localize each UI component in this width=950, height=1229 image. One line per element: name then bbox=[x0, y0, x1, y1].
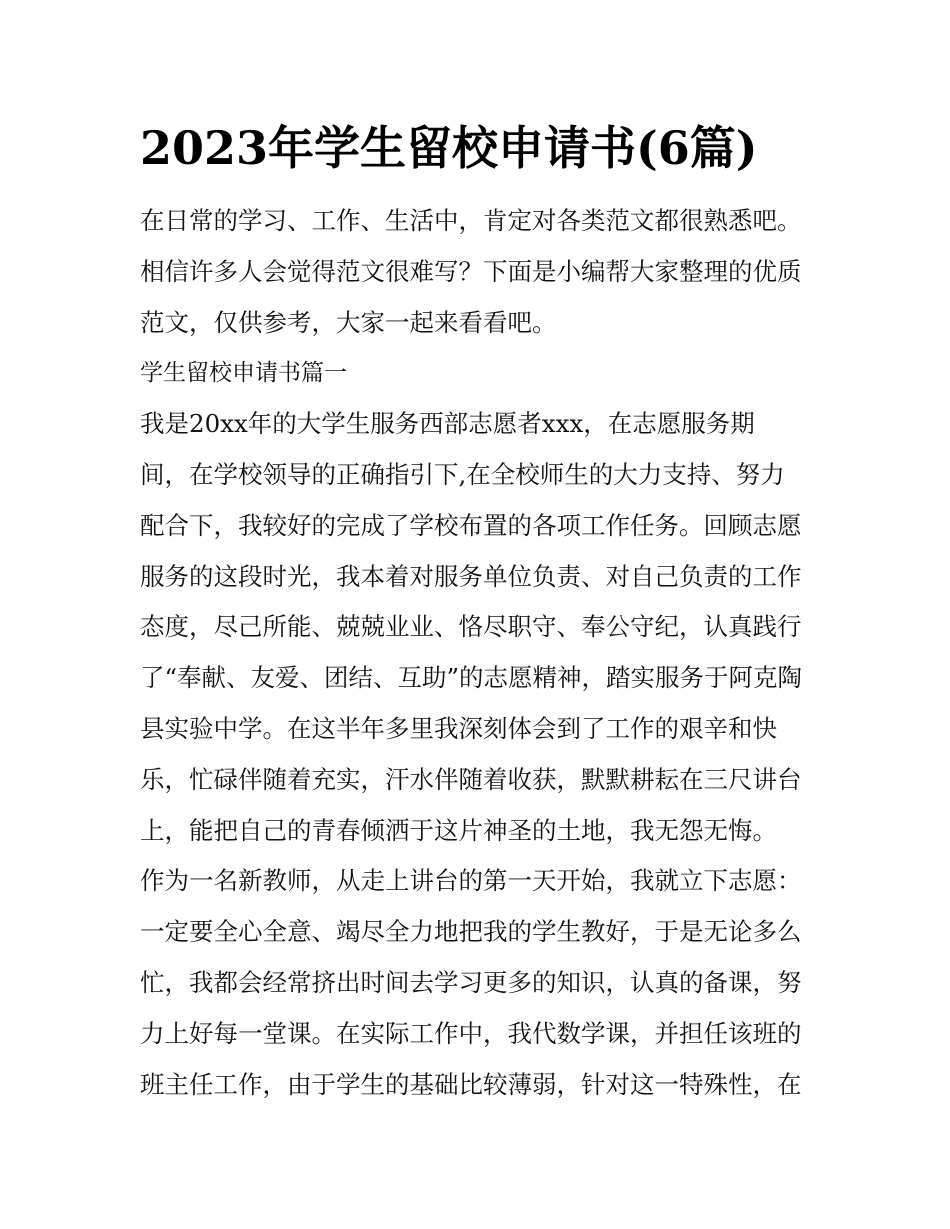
paragraph-line: 一定要全心全意、竭尽全力地把我的学生教好，于是无论多么 bbox=[140, 917, 802, 947]
paragraph-line: 力上好每一堂课。在实际工作中，我代数学课，并担任该班的 bbox=[140, 1018, 802, 1048]
document-body bbox=[140, 196, 820, 1110]
paragraph-line: 在日常的学习、工作、生活中，肯定对各类范文都很熟悉吧。 bbox=[140, 206, 802, 235]
section-heading: 学生留校申请书篇一 bbox=[140, 360, 347, 387]
paragraph-line: 态度，尽己所能、兢兢业业、恪尽职守、奉公守纪，认真践行 bbox=[140, 612, 802, 642]
paragraph-line: 相信许多人会觉得范文很难写？下面是小编帮大家整理的优质 bbox=[140, 256, 802, 286]
paragraph-line: 间，在学校领导的正确指引下,在全校师生的大力支持、努力 bbox=[140, 459, 785, 489]
paragraph-line: 服务的这段时光，我本着对服务单位负责、对自己负责的工作 bbox=[140, 561, 802, 591]
paragraph-line: 我是20xx年的大学生服务西部志愿者xxx，在志愿服务期 bbox=[140, 409, 755, 439]
paragraph-line: 忙，我都会经常挤出时间去学习更多的知识，认真的备课，努 bbox=[140, 967, 802, 997]
document-title: 2023年学生留校申请书(6篇) bbox=[140, 121, 758, 175]
paragraph-line: 作为一名新教师，从走上讲台的第一天开始，我就立下志愿： bbox=[140, 866, 802, 896]
paragraph-line: 配合下，我较好的完成了学校布置的各项工作任务。回顾志愿 bbox=[140, 510, 802, 540]
paragraph-line: 了“奉献、友爱、团结、互助”的志愿精神，踏实服务于阿克陶 bbox=[140, 663, 803, 693]
paragraph-line: 县实验中学。在这半年多里我深刻体会到了工作的艰辛和快 bbox=[140, 713, 777, 743]
paragraph-line: 范文，仅供参考，大家一起来看看吧。 bbox=[140, 307, 557, 337]
paragraph-line: 上，能把自己的青春倾洒于这片神圣的土地，我无怨无悔。 bbox=[140, 815, 777, 845]
paragraph-line: 班主任工作，由于学生的基础比较薄弱，针对这一特殊性，在 bbox=[140, 1069, 802, 1099]
paragraph-line: 乐，忙碌伴随着充实，汗水伴随着收获，默默耕耘在三尺讲台 bbox=[140, 764, 802, 794]
